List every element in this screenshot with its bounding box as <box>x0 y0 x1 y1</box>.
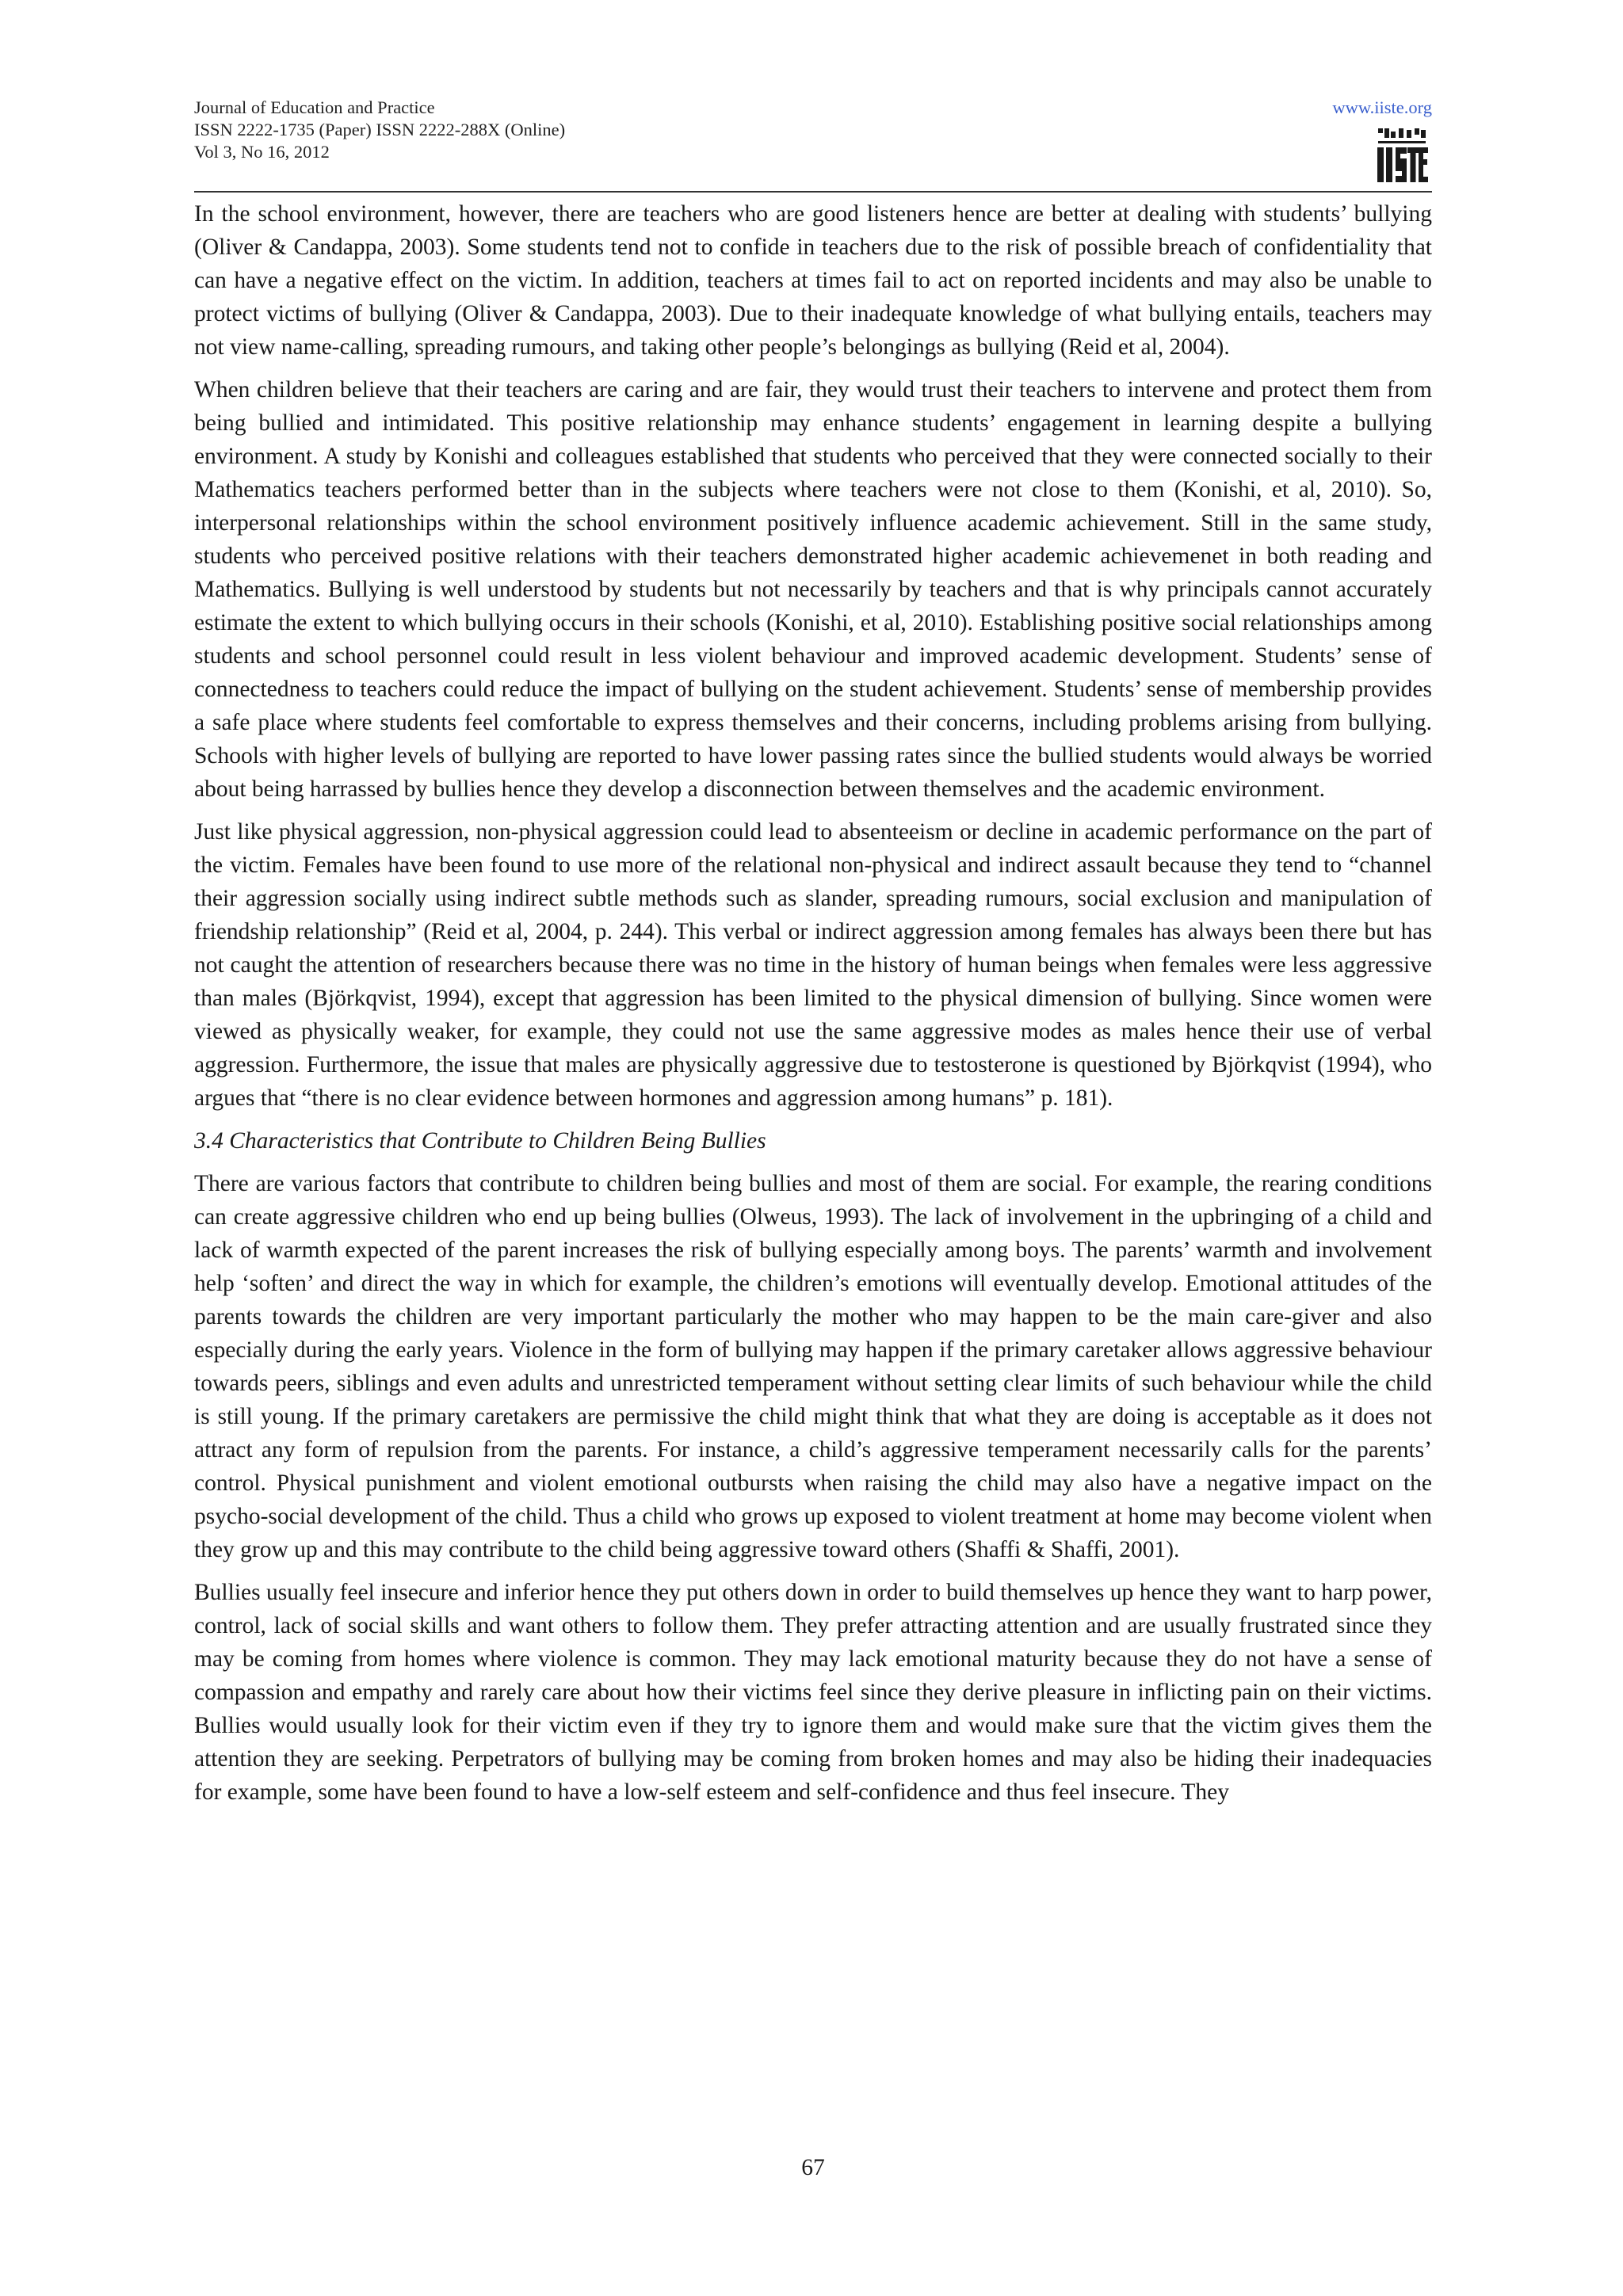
iiste-logo-icon <box>1375 127 1430 185</box>
paragraph: Just like physical aggression, non-physical aggression could lead to absenteeism or decline in academic performance on the part of the victim. Females have been found to use more of the relational non-physical and indirect assault because they tend to “channel their aggression socially using indirect subtle methods such as slander, spreading rumours, social exclusion and manipulation of friendship relationship” (Reid et al, 2004, p. 244). This verbal or indirect aggression among females has always been there but has not caught the attention of researchers because there was no time in the history of human beings when females were less aggressive than males (Björkqvist, 1994), except that aggression has been limited to the physical dimension of bullying. Since women were viewed as physically weaker, for example, they could not use the same aggressive modes as males hence their use of verbal aggression. Furthermore, the issue that males are physically aggressive due to testosterone is questioned by Björkqvist (1994), who argues that “there is no clear evidence between hormones and aggression among humans” p. 181). <box>194 819 1432 1111</box>
page-number: 67 <box>801 2155 825 2180</box>
article-body <box>194 197 1432 1818</box>
journal-volume: Vol 3, No 16, 2012 <box>194 142 330 162</box>
paragraph: In the school environment, however, there are teachers who are good listeners hence are better at dealing with students’ bullying (Oliver & Candappa, 2003). Some students tend not to confide in teachers due to the risk of possible breach of confidentiality that can have a negative effect on the victim. In addition, teachers at times fail to act on reported incidents and may also be unable to protect victims of bullying (Oliver & Candappa, 2003). Due to their inadequate knowledge of what bullying entails, teachers may not view name-calling, spreading rumours, and taking other people’s belongings as bullying (Reid et al, 2004). <box>194 201 1432 360</box>
header-divider <box>194 191 1432 193</box>
journal-issn: ISSN 2222-1735 (Paper) ISSN 2222-288X (Online) <box>194 120 566 139</box>
journal-title: Journal of Education and Practice <box>194 97 435 117</box>
paragraph: When children believe that their teachers are caring and are fair, they would trust their teachers to intervene and protect them from being bullied and intimidated. This positive relationship may enhance students’ engagement in learning despite a bullying environment. A study by Konishi and colleagues established that students who perceived that they were connected socially to their Mathematics teachers performed better than in the subjects where teachers were not close to them (Konishi, et al, 2010). So, interpersonal relationships within the school environment positively influence academic achievement. Still in the same study, students who perceived positive relations with their teachers demonstrated higher academic achievemenet in both reading and Mathematics. Bullying is well understood by students but not necessarily by teachers and that is why principals cannot accurately estimate the extent to which bullying occurs in their schools (Konishi, et al, 2010). Establishing positive social relationships among students and school personnel could result in less violent behaviour and improved academic development. Students’ sense of connectedness to teachers could reduce the impact of bullying on the student achievement. Students’ sense of membership provides a safe place where students feel comfortable to express themselves and their concerns, including problems arising from bullying. Schools with higher levels of bullying are reported to have lower passing rates since the bullied students would always be worried about being harrassed by bullies hence they develop a disconnection between themselves and the academic environment. <box>194 377 1432 802</box>
journal-info <box>194 97 565 163</box>
paragraph: There are various factors that contribute to children being bullies and most of them are social. For example, the rearing conditions can create aggressive children who end up being bullies (Olweus, 1993). The lack of involvement in the upbringing of a child and lack of warmth expected of the parent increases the risk of bullying especially among boys. The parents’ warmth and involvement help ‘soften’ and direct the way in which for example, the children’s emotions will eventually develop. Emotional attitudes of the parents towards the children are very important particularly the mother who may happen to be the main care-giver and also especially during the early years. Violence in the form of bullying may happen if the primary caretaker allows aggressive behaviour towards peers, siblings and even adults and unrestricted temperament without setting clear limits of such behaviour while the child is still young. If the primary caretakers are permissive the child might think that what they are doing is acceptable as it does not attract any form of repulsion from the parents. For instance, a child’s aggressive temperament necessarily calls for the parents’ control. Physical punishment and violent emotional outbursts when raising the child may also have a negative impact on the psycho-social development of the child. Thus a child who grows up exposed to violent treatment at home may become violent when they grow up and this may contribute to the child being aggressive toward others (Shaffi & Shaffi, 2001). <box>194 1171 1432 1562</box>
journal-url-link[interactable]: www.iiste.org <box>1332 97 1432 117</box>
section-heading: 3.4 Characteristics that Contribute to Children Being Bullies <box>194 1128 766 1154</box>
page-header <box>194 97 1432 190</box>
paragraph: Bullies usually feel insecure and inferior hence they put others down in order to build themselves up hence they want to harp power, control, lack of social skills and want others to follow them. They prefer attracting attention and are usually frustrated since they may be coming from homes where violence is common. They may lack emotional maturity because they do not have a sense of compassion and empathy and rarely care about how their victims feel since they derive pleasure in inflicting pain on their victims. Bullies would usually look for their victim even if they try to ignore them and would make sure that the victim gives them the attention they are seeking. Perpetrators of bullying may be coming from broken homes and may also be hiding their inadequacies for example, some have been found to have a low-self esteem and self-confidence and thus feel insecure. They <box>194 1580 1432 1805</box>
